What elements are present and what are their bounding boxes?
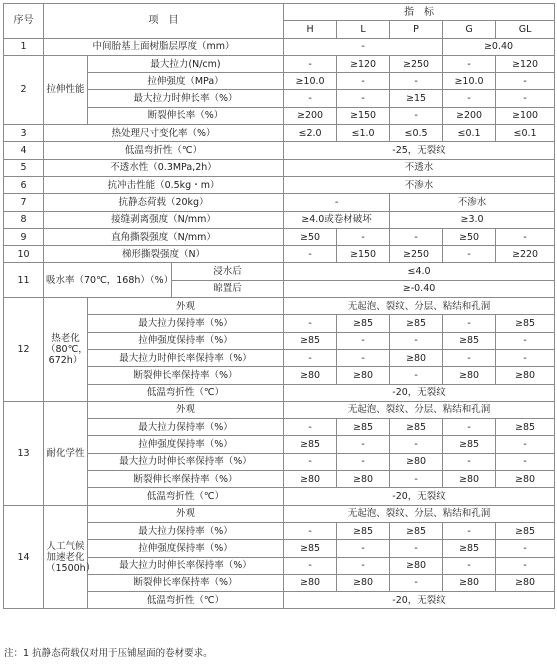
row-label: 外观 xyxy=(88,298,284,315)
row-number: 3 xyxy=(4,125,44,142)
cell-value: - xyxy=(337,540,390,557)
row-2 xyxy=(4,55,555,72)
cell-value: ≥80 xyxy=(496,471,555,488)
cell-value: - xyxy=(496,540,555,557)
row-label: 拉伸强度保持率（%） xyxy=(88,436,284,453)
cell-value: ≥80 xyxy=(390,557,443,574)
cell-value: -25，无裂纹 xyxy=(284,142,555,159)
cell-value: - xyxy=(443,315,496,332)
header-seq: 序号 xyxy=(4,4,44,39)
cell-value: -20，无裂纹 xyxy=(284,384,555,401)
row-label: 低温弯折性（℃） xyxy=(88,384,284,401)
group-label: 耐化学性 xyxy=(44,401,88,505)
cell-value: - xyxy=(390,107,443,124)
cell-value: 无起泡、裂纹、分层、粘结和孔洞 xyxy=(284,298,555,315)
row-label: 最大拉力保持率（%） xyxy=(88,419,284,436)
cell-value: - xyxy=(390,540,443,557)
spec-table xyxy=(3,3,555,609)
cell-value: ≥85 xyxy=(496,419,555,436)
cell-value: ≥250 xyxy=(390,246,443,263)
cell-value: ≥50 xyxy=(284,228,337,245)
cell-value: - xyxy=(284,522,337,539)
cell-value: ≥85 xyxy=(496,522,555,539)
cell-value: - xyxy=(284,315,337,332)
row-number: 2 xyxy=(4,55,44,124)
row-label: 最大拉力保持率（%） xyxy=(88,522,284,539)
row-label: 最大拉力时伸长率保持率（%） xyxy=(88,453,284,470)
cell-value: ≥85 xyxy=(443,332,496,349)
cell-value: ≥85 xyxy=(284,540,337,557)
cell-value: ≥250 xyxy=(390,55,443,72)
cell-value: ≥85 xyxy=(284,332,337,349)
cell-value: - xyxy=(496,73,555,90)
cell-value: - xyxy=(337,228,390,245)
row-number: 13 xyxy=(4,401,44,505)
cell-value: ≥10.0 xyxy=(284,73,337,90)
row-label: 抗冲击性能（0.5kg・m） xyxy=(44,176,284,193)
row-label: 热处理尺寸变化率（%） xyxy=(44,125,284,142)
cell-value: - xyxy=(390,574,443,591)
cell-value: - xyxy=(284,55,337,72)
cell-value: - xyxy=(496,349,555,366)
group-label: 热老化（80℃，672h） xyxy=(44,298,88,402)
cell-value: ≥80 xyxy=(284,367,337,384)
header-row-1 xyxy=(4,4,555,21)
row-6 xyxy=(4,176,555,193)
cell-value: ≥85 xyxy=(390,522,443,539)
cell-value: ≥15 xyxy=(390,90,443,107)
sub-label: 晾置后 xyxy=(172,280,284,297)
row-label: 外观 xyxy=(88,505,284,522)
row-label: 低温弯折性（℃） xyxy=(88,592,284,609)
sub-label: 浸水后 xyxy=(172,263,284,280)
row-label: 外观 xyxy=(88,401,284,418)
row-number: 14 xyxy=(4,505,44,609)
cell-value: ≥85 xyxy=(443,540,496,557)
cell-value: ≥50 xyxy=(443,228,496,245)
row-label: 拉伸强度保持率（%） xyxy=(88,332,284,349)
cell-value: ≥85 xyxy=(284,436,337,453)
row-label: 低温弯折性（℃） xyxy=(88,488,284,505)
cell-value: ≥200 xyxy=(443,107,496,124)
cell-value: ≤0.5 xyxy=(390,125,443,142)
row-number: 8 xyxy=(4,211,44,228)
cell-value: ≥85 xyxy=(496,315,555,332)
cell-value: ≥3.0 xyxy=(390,211,555,228)
row-11 xyxy=(4,263,555,280)
group-label: 人工气候加速老化（1500h） xyxy=(44,505,88,609)
header-type: GL xyxy=(496,21,555,38)
row-label: 断裂伸长率保持率（%） xyxy=(88,367,284,384)
row-4 xyxy=(4,142,555,159)
cell-value: ≥85 xyxy=(337,419,390,436)
cell-value: - xyxy=(337,73,390,90)
row-number: 12 xyxy=(4,298,44,402)
row-number: 5 xyxy=(4,159,44,176)
group-label: 拉伸性能 xyxy=(44,55,88,124)
cell-value: - xyxy=(284,557,337,574)
row-label: 拉伸强度保持率（%） xyxy=(88,540,284,557)
cell-value: ≥80 xyxy=(337,574,390,591)
cell-value: -20，无裂纹 xyxy=(284,592,555,609)
cell-value: - xyxy=(337,90,390,107)
row-number: 10 xyxy=(4,246,44,263)
cell-value: ≥100 xyxy=(496,107,555,124)
cell-value: ≤4.0 xyxy=(284,263,555,280)
cell-value: ≥80 xyxy=(390,453,443,470)
cell-value: -20，无裂纹 xyxy=(284,488,555,505)
cell-value: 不渗水 xyxy=(284,176,555,193)
row-label: 中间胎基上面树脂层厚度（mm） xyxy=(44,38,284,55)
row-number: 11 xyxy=(4,263,44,298)
cell-value: ≥80 xyxy=(337,471,390,488)
cell-value: - xyxy=(496,557,555,574)
cell-value: - xyxy=(496,436,555,453)
cell-value: - xyxy=(496,228,555,245)
cell-value: ≥85 xyxy=(337,315,390,332)
cell-value: ≥-0.40 xyxy=(284,280,555,297)
cell-value: ≥80 xyxy=(337,367,390,384)
row-label: 梯形撕裂强度（N） xyxy=(44,246,284,263)
row-7 xyxy=(4,194,555,211)
cell-value: 无起泡、裂纹、分层、粘结和孔洞 xyxy=(284,505,555,522)
row-label: 直角撕裂强度（N/mm） xyxy=(44,228,284,245)
table-note: 注：1 抗静态荷载仅对用于压铺屋面的卷材要求。 xyxy=(4,648,213,659)
cell-value: ≥0.40 xyxy=(443,38,555,55)
row-label: 吸水率（70℃，168h）（%） xyxy=(44,263,172,298)
cell-value: - xyxy=(284,194,390,211)
row-13 xyxy=(4,401,555,418)
row-number: 9 xyxy=(4,228,44,245)
cell-value: - xyxy=(443,557,496,574)
cell-value: ≥80 xyxy=(443,471,496,488)
cell-value: ≥10.0 xyxy=(443,73,496,90)
header-type: L xyxy=(337,21,390,38)
cell-value: - xyxy=(390,471,443,488)
row-number: 4 xyxy=(4,142,44,159)
cell-value: ≤2.0 xyxy=(284,125,337,142)
cell-value: ≥80 xyxy=(496,574,555,591)
cell-value: ≥150 xyxy=(337,107,390,124)
row-label: 最大拉力时伸长率保持率（%） xyxy=(88,349,284,366)
row-14 xyxy=(4,505,555,522)
cell-value: - xyxy=(284,38,443,55)
header-type: P xyxy=(390,21,443,38)
row-label: 不透水性（0.3MPa,2h） xyxy=(44,159,284,176)
header-type: H xyxy=(284,21,337,38)
cell-value: - xyxy=(284,246,337,263)
row-number: 7 xyxy=(4,194,44,211)
cell-value: - xyxy=(284,453,337,470)
cell-value: - xyxy=(337,349,390,366)
cell-value: ≥85 xyxy=(390,419,443,436)
cell-value: - xyxy=(337,557,390,574)
cell-value: ≥120 xyxy=(337,55,390,72)
cell-value: - xyxy=(390,436,443,453)
cell-value: ≥120 xyxy=(496,55,555,72)
row-label: 断裂伸长率（%） xyxy=(88,107,284,124)
cell-value: ≥80 xyxy=(496,367,555,384)
cell-value: - xyxy=(443,349,496,366)
row-label: 最大拉力时伸长率保持率（%） xyxy=(88,557,284,574)
cell-value: ≤0.1 xyxy=(443,125,496,142)
row-label: 最大拉力(N/cm) xyxy=(88,55,284,72)
cell-value: ≥80 xyxy=(390,349,443,366)
row-number: 1 xyxy=(4,38,44,55)
cell-value: ≥80 xyxy=(284,574,337,591)
cell-value: ≥80 xyxy=(284,471,337,488)
row-10 xyxy=(4,246,555,263)
row-label: 最大拉力时伸长率（%） xyxy=(88,90,284,107)
cell-value: ≥80 xyxy=(443,367,496,384)
cell-value: - xyxy=(390,332,443,349)
cell-value: 不渗水 xyxy=(390,194,555,211)
row-9 xyxy=(4,228,555,245)
row-label: 接缝剥离强度（N/mm） xyxy=(44,211,284,228)
cell-value: 无起泡、裂纹、分层、粘结和孔洞 xyxy=(284,401,555,418)
cell-value: - xyxy=(443,522,496,539)
cell-value: ≥85 xyxy=(443,436,496,453)
row-5 xyxy=(4,159,555,176)
row-8 xyxy=(4,211,555,228)
cell-value: - xyxy=(337,332,390,349)
cell-value: - xyxy=(443,55,496,72)
cell-value: 不透水 xyxy=(284,159,555,176)
cell-value: ≥85 xyxy=(390,315,443,332)
row-label: 断裂伸长率保持率（%） xyxy=(88,574,284,591)
row-label: 抗静态荷载（20kg） xyxy=(44,194,284,211)
cell-value: - xyxy=(443,419,496,436)
cell-value: - xyxy=(496,453,555,470)
cell-value: - xyxy=(284,419,337,436)
row-number: 6 xyxy=(4,176,44,193)
row-label: 断裂伸长率保持率（%） xyxy=(88,471,284,488)
cell-value: - xyxy=(443,453,496,470)
cell-value: - xyxy=(284,349,337,366)
row-3 xyxy=(4,125,555,142)
row-label: 拉伸强度（MPa） xyxy=(88,73,284,90)
cell-value: - xyxy=(390,228,443,245)
header-item: 项 目 xyxy=(44,4,284,39)
cell-value: - xyxy=(390,367,443,384)
cell-value: - xyxy=(443,90,496,107)
cell-value: - xyxy=(337,453,390,470)
header-indicator: 指 标 xyxy=(284,4,555,21)
cell-value: ≥200 xyxy=(284,107,337,124)
cell-value: - xyxy=(443,246,496,263)
cell-value: ≥80 xyxy=(443,574,496,591)
row-1 xyxy=(4,38,555,55)
cell-value: ≤1.0 xyxy=(337,125,390,142)
cell-value: - xyxy=(284,90,337,107)
cell-value: - xyxy=(496,90,555,107)
header-type: G xyxy=(443,21,496,38)
cell-value: - xyxy=(337,436,390,453)
cell-value: - xyxy=(496,332,555,349)
cell-value: ≥4.0或卷材破坏 xyxy=(284,211,390,228)
cell-value: ≥150 xyxy=(337,246,390,263)
cell-value: ≤0.1 xyxy=(496,125,555,142)
cell-value: ≥220 xyxy=(496,246,555,263)
cell-value: ≥85 xyxy=(337,522,390,539)
row-label: 最大拉力保持率（%） xyxy=(88,315,284,332)
cell-value: - xyxy=(390,73,443,90)
row-12 xyxy=(4,298,555,315)
row-label: 低温弯折性（℃） xyxy=(44,142,284,159)
